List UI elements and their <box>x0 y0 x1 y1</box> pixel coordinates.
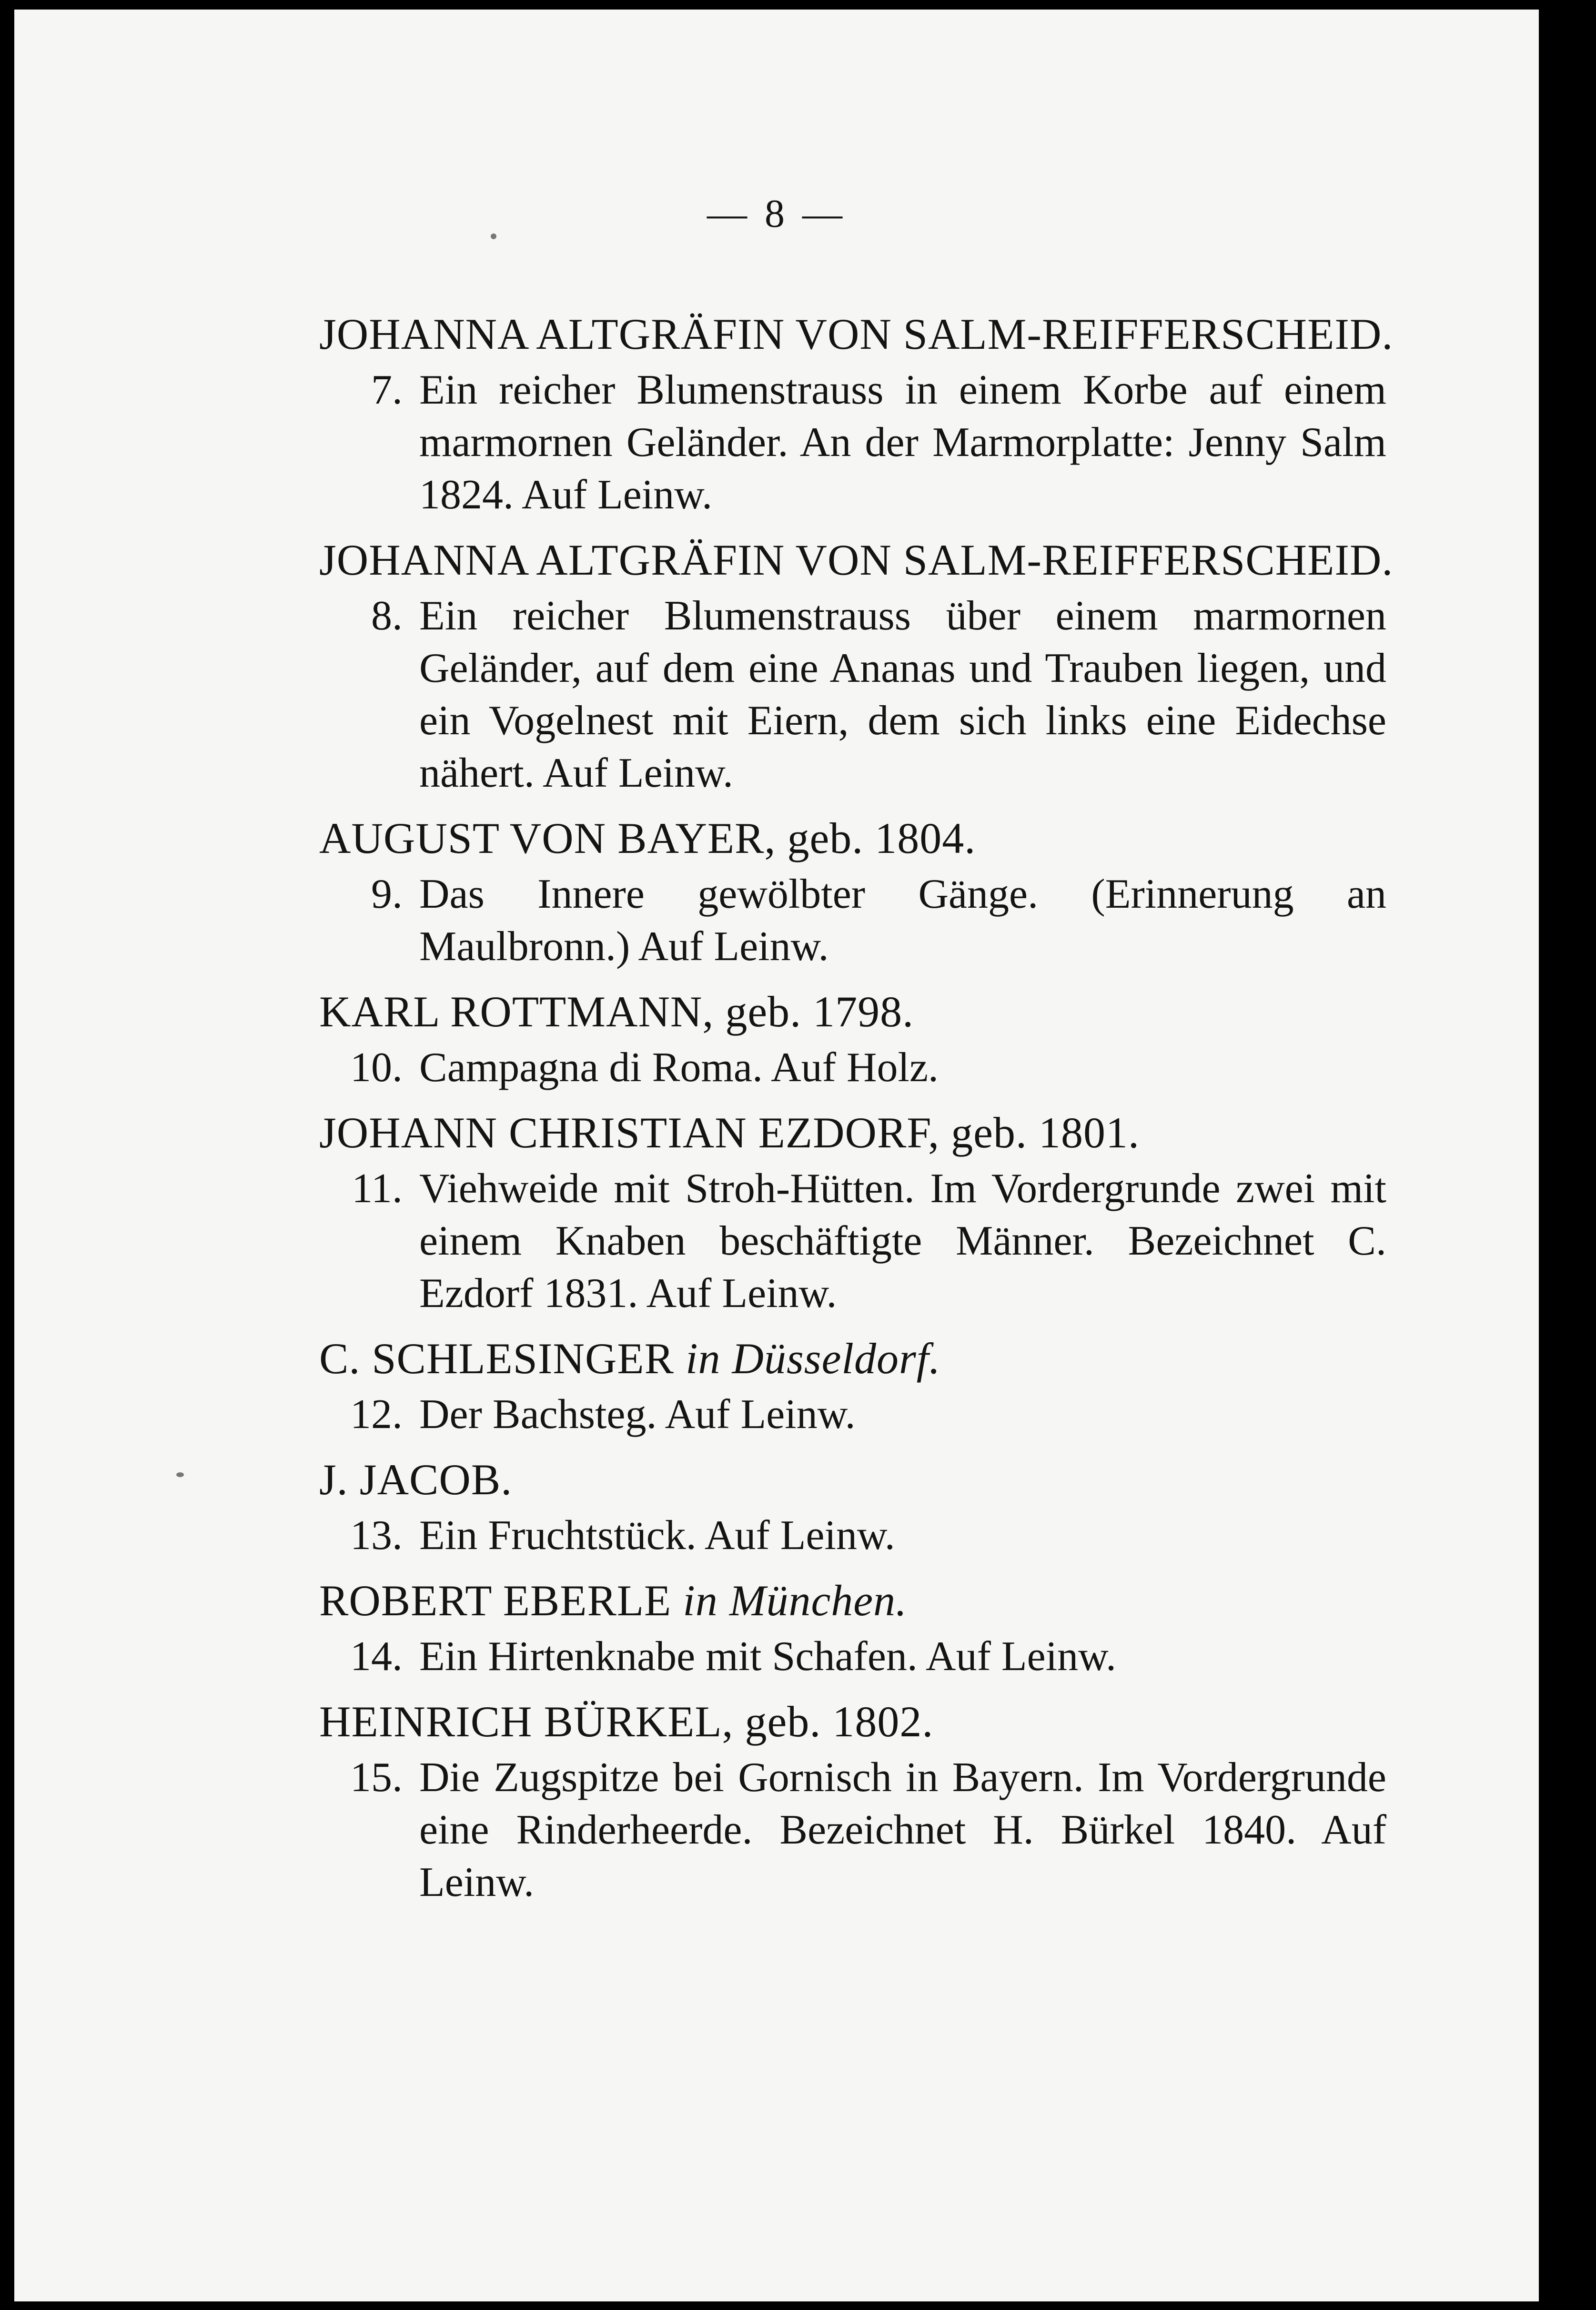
entry-description: Der Bachsteg. Auf Leinw. <box>419 1391 856 1438</box>
catalog-entries <box>319 295 1394 1914</box>
artist-name: ROBERT EBERLE <box>319 1576 672 1625</box>
entry-description: Ein Hirtenknabe mit Schafen. Auf Leinw. <box>419 1633 1116 1680</box>
artist-name: JOHANN CHRISTIAN EZDORF, geb. 1801. <box>319 1108 1140 1157</box>
paper-speck <box>491 233 496 239</box>
paper-speck <box>176 1472 184 1477</box>
page-number-header: — 8 — <box>707 192 846 236</box>
catalog-entry <box>319 1163 1386 1320</box>
artist-location: in Düsseldorf. <box>685 1334 941 1383</box>
artist-location: in München. <box>683 1576 908 1625</box>
catalog-entry <box>319 590 1386 800</box>
artist-name: HEINRICH BÜRKEL, geb. 1802. <box>319 1697 934 1746</box>
entry-number: 11. <box>352 1165 403 1212</box>
entry-description: Das Innere gewölbter Gänge. (Erinnerung an Maulbronn.) Auf Leinw. <box>419 871 1386 970</box>
artist-heading <box>319 1332 1386 1385</box>
catalog-entry <box>319 868 1386 973</box>
scan-border <box>1540 0 1596 2310</box>
catalog-entry <box>319 364 1386 521</box>
entry-number: 12. <box>350 1391 403 1438</box>
entry-number: 7. <box>371 367 403 413</box>
artist-name: AUGUST VON BAYER, geb. 1804. <box>319 814 976 862</box>
artist-heading <box>319 534 1394 586</box>
entry-number: 13. <box>350 1512 403 1559</box>
entry-number: 15. <box>350 1754 403 1801</box>
entry-number: 8. <box>371 593 403 639</box>
artist-heading <box>319 308 1394 360</box>
catalog-entry <box>319 1752 1386 1909</box>
entry-number: 9. <box>371 871 403 917</box>
artist-heading <box>319 1106 1386 1159</box>
entry-description: Viehweide mit Stroh-Hütten. Im Vordergrunde zwei mit einem Knaben beschäftigte Männer. Bezeichnet C. Ezdorf 1831. Auf Leinw. <box>419 1165 1386 1317</box>
artist-name: J. JACOB. <box>319 1455 513 1504</box>
artist-name: JOHANNA ALTGRÄFIN VON SALM-REIFFERSCHEID. <box>319 536 1394 584</box>
artist-heading <box>319 1695 1386 1748</box>
entry-number: 14. <box>350 1633 403 1680</box>
artist-heading <box>319 1453 1386 1506</box>
artist-name: C. SCHLESINGER <box>319 1334 674 1383</box>
entry-number: 10. <box>350 1044 403 1091</box>
catalog-entry <box>319 1631 1386 1683</box>
catalog-entry <box>319 1042 1386 1094</box>
artist-heading <box>319 985 1386 1038</box>
entry-description: Ein reicher Blumenstrauss in einem Korbe auf einem marmornen Geländer. An der Marmorplatte: Jenny Salm 1824. Auf Leinw. <box>419 367 1386 518</box>
entry-description: Ein reicher Blumenstrauss über einem marmornen Geländer, auf dem eine Ananas und Trauben liegen, und ein Vogelnest mit Eiern, dem sich links eine Eidechse nähert. Auf Leinw. <box>419 593 1386 796</box>
catalog-page <box>14 10 1539 2301</box>
entry-description: Ein Fruchtstück. Auf Leinw. <box>419 1512 895 1559</box>
entry-description: Campagna di Roma. Auf Holz. <box>419 1044 939 1091</box>
artist-heading <box>319 812 1386 864</box>
artist-name: JOHANNA ALTGRÄFIN VON SALM-REIFFERSCHEID. <box>319 310 1394 358</box>
catalog-entry <box>319 1510 1386 1562</box>
catalog-entry <box>319 1388 1386 1441</box>
artist-heading <box>319 1574 1386 1627</box>
artist-name: KARL ROTTMANN, geb. 1798. <box>319 987 914 1036</box>
entry-description: Die Zugspitze bei Gornisch in Bayern. Im Vordergrunde eine Rinderheerde. Bezeichnet H. Bürkel 1840. Auf Leinw. <box>419 1754 1386 1905</box>
